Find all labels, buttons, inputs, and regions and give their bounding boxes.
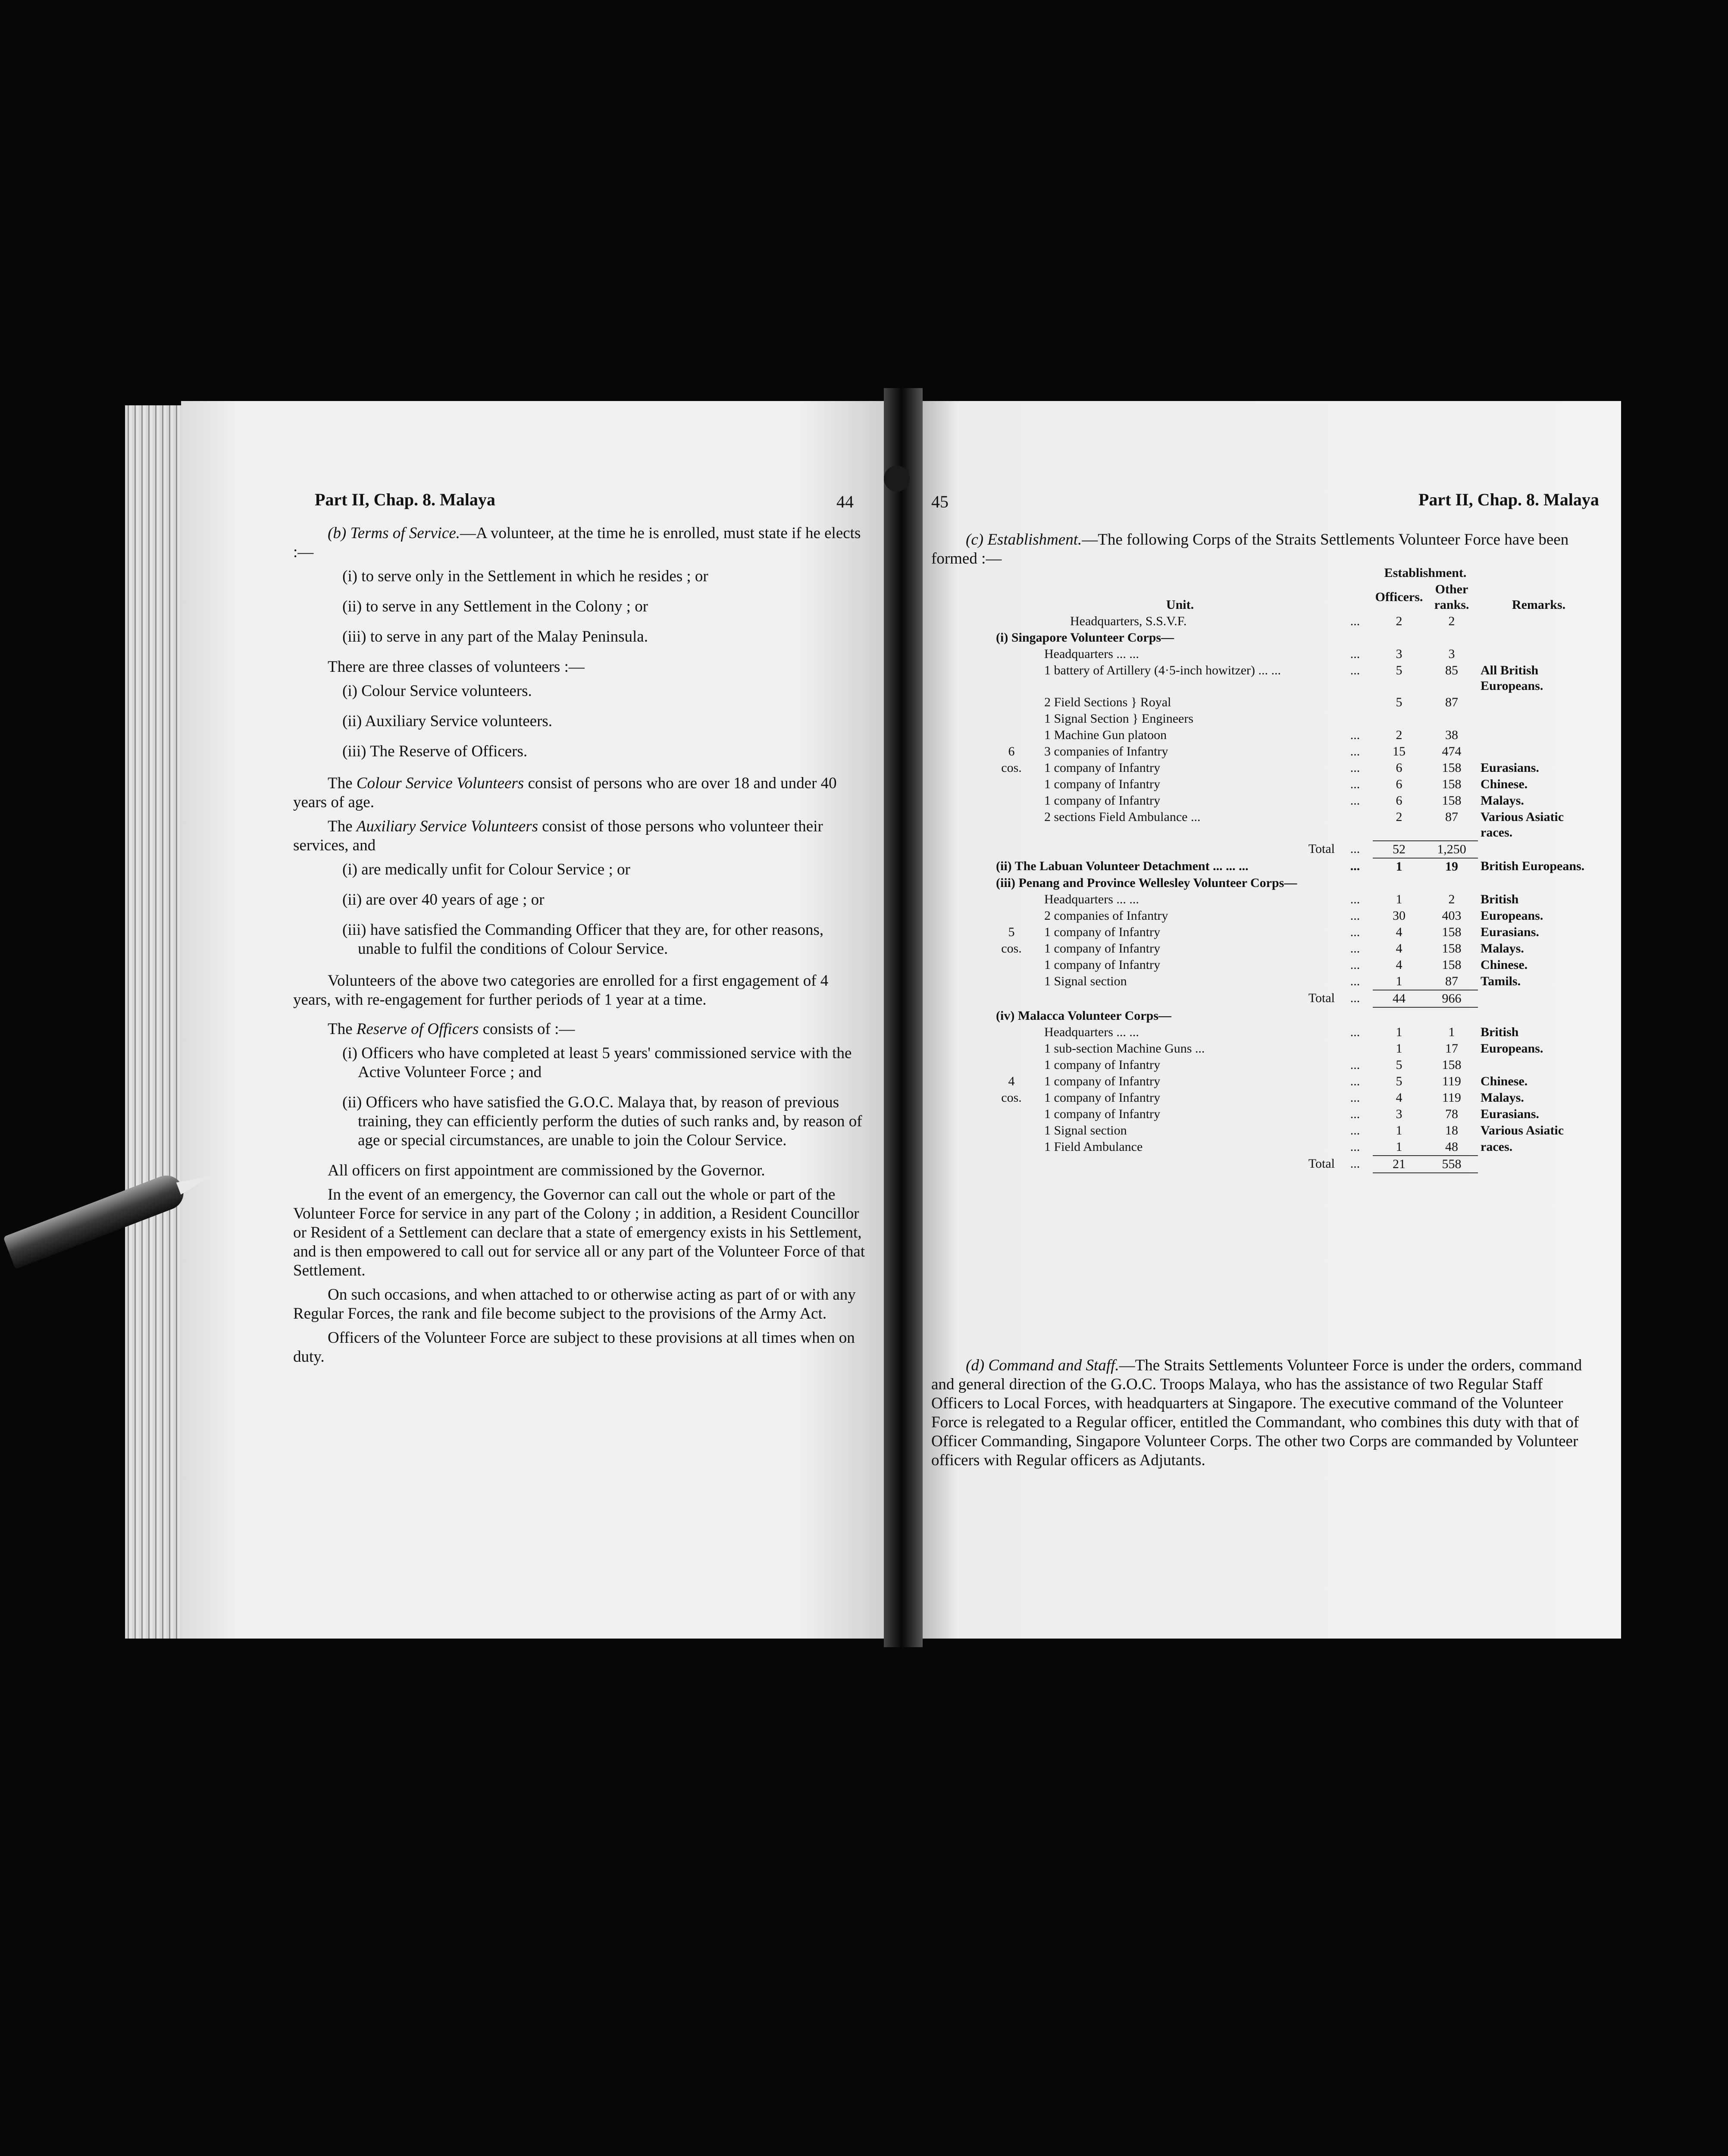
remark-cell: Malays.: [1481, 1091, 1524, 1105]
officers-cell: 2: [1396, 810, 1402, 824]
other-ranks-cell: 158: [1442, 958, 1462, 972]
establishment-table: [987, 565, 1600, 1173]
class-item: (ii) Auxiliary Service volunteers.: [342, 712, 553, 730]
class-item: (iii) The Reserve of Officers.: [342, 743, 528, 760]
group-cell: [987, 1156, 1036, 1173]
other-ranks-cell: 18: [1445, 1123, 1458, 1138]
table-row: [987, 908, 1600, 924]
unit-cell: 1 Signal section: [1044, 1123, 1127, 1138]
table-row: [987, 809, 1600, 841]
remark-cell: [1478, 1057, 1600, 1073]
dots-cell: [1337, 711, 1373, 727]
group-cell: [987, 646, 1036, 662]
total-row: [987, 841, 1600, 858]
reserve-item: (ii) Officers who have satisfied the G.O.C. Malaya that, by reason of previous training, they can efficiently perform the duties of such ranks and, by reason of age or special circumstances, are unable to join the Colour Service.: [342, 1094, 862, 1149]
remark-cell: [1478, 990, 1600, 1007]
text-fragment: The: [328, 818, 357, 835]
officers-cell: 5: [1396, 663, 1402, 677]
reserve-text: consists of :—: [479, 1020, 575, 1038]
dots-cell: ...: [1350, 1091, 1360, 1105]
other-ranks-cell: 158: [1442, 761, 1462, 775]
other-ranks-cell: [1425, 711, 1478, 727]
left-page: [181, 401, 884, 1639]
remark-cell: [1478, 841, 1600, 858]
group-cell: [987, 891, 1036, 908]
table-row: [987, 1106, 1600, 1122]
unit-cell: 1 Machine Gun platoon: [1044, 728, 1167, 742]
dots-cell: ...: [1350, 925, 1360, 939]
unit-cell: 1 company of Infantry: [1044, 925, 1161, 939]
dots-cell: ...: [1350, 728, 1360, 742]
other-ranks-cell: 158: [1442, 777, 1462, 791]
table-row: [987, 891, 1600, 908]
officers-cell: 5: [1396, 1058, 1402, 1072]
group-cell: 4: [1008, 1074, 1015, 1088]
dots-cell: ...: [1350, 793, 1360, 808]
other-ranks-cell: 1: [1448, 1025, 1455, 1039]
table-row: [987, 662, 1600, 694]
condition-item: (i) are medically unfit for Colour Service ; or: [342, 861, 630, 878]
table-row: [987, 760, 1600, 776]
total-officers: 44: [1373, 990, 1425, 1007]
unit-cell: 2 Field Sections } Royal: [1044, 695, 1171, 709]
officers-cell: 1: [1396, 859, 1402, 874]
table-row: [987, 613, 1600, 630]
remark-cell: Malays.: [1481, 941, 1524, 956]
officers-cell: 4: [1396, 958, 1402, 972]
other-ranks-cell: 17: [1445, 1041, 1458, 1056]
auxiliary-text: consist of those persons who volunteer their services, and: [293, 818, 823, 854]
unit-cell: 1 Signal section: [1044, 974, 1127, 988]
other-ranks-cell: 87: [1445, 810, 1458, 824]
terms-of-service-section: [293, 524, 867, 1372]
group-cell: [987, 1106, 1036, 1122]
table-row: [987, 1024, 1600, 1040]
group-cell: [987, 1057, 1036, 1073]
table-row: [987, 1057, 1600, 1073]
officers-cell: 3: [1396, 647, 1402, 661]
officers-cell: [1373, 711, 1425, 727]
remark-cell: Europeans.: [1481, 1041, 1543, 1056]
establishment-text: —The following Corps of the Straits Settlements Volunteer Force have been formed :—: [931, 531, 1569, 567]
unit-cell: 1 company of Infantry: [1044, 1058, 1161, 1072]
other-ranks-cell: 2: [1448, 892, 1455, 906]
other-ranks-cell: 119: [1442, 1091, 1461, 1105]
terms-heading: (b) Terms of Service.: [328, 524, 460, 542]
class-item: (i) Colour Service volunteers.: [342, 682, 532, 700]
unit-cell: 2 sections Field Ambulance ...: [1044, 810, 1201, 824]
officers-cell: 30: [1393, 909, 1406, 923]
officers-cell: 3: [1396, 1107, 1402, 1121]
table-row: [987, 711, 1600, 727]
group-cell: 5: [1008, 925, 1015, 939]
option-item: (i) to serve only in the Settlement in which he resides ; or: [342, 567, 708, 585]
command-text: —The Straits Settlements Volunteer Force is under the orders, command and general direction of the G.O.C. Troops Malaya, who has the assistance of two Regular Staff Officers to Local Forces, with headquarters at Singapore. The executive command of the Volunteer Force is relegated to a Regular officer, entitled the Commandant, who combines this duty with that of Officer Commanding, Singapore Volunteer Corps. The other two Corps are commanded by Volunteer officers with Regular officers as Adjutants.: [931, 1357, 1582, 1469]
option-item: (ii) to serve in any Settlement in the Colony ; or: [342, 598, 648, 615]
book-gutter: [884, 388, 923, 1647]
dots-cell: ...: [1350, 1156, 1360, 1171]
section-title: (iv) Malacca Volunteer Corps—: [996, 1009, 1171, 1023]
dots-cell: ...: [1350, 647, 1360, 661]
officers-cell: 6: [1396, 777, 1402, 791]
dots-cell: ...: [1350, 777, 1360, 791]
unit-cell: 1 company of Infantry: [1044, 958, 1161, 972]
officers-cell: 5: [1396, 1074, 1402, 1088]
remark-cell: Tamils.: [1481, 974, 1521, 988]
unit-cell: 1 company of Infantry: [1044, 941, 1161, 956]
dots-cell: ...: [1350, 1074, 1360, 1088]
group-cell: [987, 990, 1036, 1007]
total-row: [987, 990, 1600, 1007]
group-cell: [987, 1139, 1036, 1156]
unit-cell: 1 company of Infantry: [1044, 1107, 1161, 1121]
left-page-number: 44: [836, 492, 854, 511]
group-cell: [987, 662, 1036, 694]
group-cell: cos.: [1001, 761, 1022, 775]
table-row: [987, 1122, 1600, 1139]
col-establishment: Establishment.: [1384, 566, 1467, 580]
colour-service-term: Colour Service Volunteers: [356, 774, 524, 792]
officers-cell: 2: [1396, 614, 1402, 628]
section-title: (ii) The Labuan Volunteer Detachment ... ... ...: [996, 859, 1249, 873]
other-ranks-cell: 119: [1442, 1074, 1461, 1088]
officers-cell: 6: [1396, 761, 1402, 775]
officers-cell: 4: [1396, 941, 1402, 956]
reserve-item: (i) Officers who have completed at least 5 years' commissioned service with the Active Volunteer Force ; and: [342, 1044, 852, 1081]
remark-cell: Various Asiatic races.: [1481, 810, 1564, 840]
remark-cell: Chinese.: [1481, 1074, 1528, 1088]
dots-cell: ...: [1350, 859, 1360, 873]
group-cell: [987, 694, 1036, 711]
officers-cell: 5: [1396, 695, 1402, 709]
unit-cell: 1 Signal Section } Engineers: [1044, 711, 1194, 726]
auxiliary-term: Auxiliary Service Volunteers: [356, 818, 538, 835]
other-ranks-cell: 19: [1445, 859, 1458, 874]
remark-cell: Europeans.: [1481, 909, 1543, 923]
other-ranks-cell: 78: [1445, 1107, 1458, 1121]
group-cell: cos.: [1001, 1091, 1022, 1105]
dots-cell: [1337, 694, 1373, 711]
table-row: [987, 1073, 1600, 1090]
table-row: [987, 1139, 1600, 1156]
classes-intro: There are three classes of volunteers :—: [328, 658, 585, 676]
table-row: [987, 727, 1600, 743]
dots-cell: ...: [1350, 991, 1360, 1005]
other-ranks-cell: 85: [1445, 663, 1458, 677]
dots-cell: ...: [1350, 941, 1360, 956]
remark-cell: Chinese.: [1481, 958, 1528, 972]
col-unit: Unit.: [1166, 598, 1194, 612]
group-cell: [987, 1122, 1036, 1139]
terms-lead: —A volunteer, at the time he is enrolled, must state if he elects :—: [293, 524, 861, 561]
total-label: Total: [1308, 991, 1335, 1005]
dots-cell: ...: [1350, 1058, 1360, 1072]
condition-item: (iii) have satisfied the Commanding Officer that they are, for other reasons, unable to fulfil the conditions of Colour Service.: [342, 921, 824, 958]
unit-cell: Headquarters ... ...: [1044, 647, 1139, 661]
dots-cell: ...: [1350, 958, 1360, 972]
remark-cell: Various Asiatic: [1481, 1123, 1564, 1138]
other-ranks-cell: 48: [1445, 1140, 1458, 1154]
table-row: [987, 1090, 1600, 1106]
unit-cell: Headquarters ... ...: [1044, 892, 1139, 906]
section-title: (iii) Penang and Province Wellesley Volunteer Corps—: [996, 876, 1297, 890]
unit-cell: 3 companies of Infantry: [1044, 744, 1168, 758]
table-row: [987, 858, 1600, 875]
remark-cell: races.: [1481, 1140, 1513, 1154]
officers-cell: 1: [1396, 1041, 1402, 1056]
dots-cell: ...: [1350, 663, 1360, 677]
remark-cell: [1478, 1156, 1600, 1173]
officers-cell: 6: [1396, 793, 1402, 808]
table-row: [987, 940, 1600, 957]
remark-cell: [1478, 743, 1600, 760]
total-label: Total: [1308, 1156, 1335, 1171]
other-ranks-cell: 87: [1445, 695, 1458, 709]
reserve-term: Reserve of Officers: [356, 1020, 479, 1038]
dots-cell: ...: [1350, 909, 1360, 923]
remark-cell: British Europeans.: [1481, 859, 1585, 873]
remark-cell: British: [1481, 892, 1519, 906]
officers-cell: 15: [1393, 744, 1406, 758]
officers-cell: 1: [1396, 974, 1402, 988]
officers-cell: 1: [1396, 1025, 1402, 1039]
right-page-header: Part II, Chap. 8. Malaya: [1418, 490, 1599, 509]
dots-cell: ...: [1350, 892, 1360, 906]
option-item: (iii) to serve in any part of the Malay Peninsula.: [342, 628, 648, 646]
table-row: [987, 646, 1600, 662]
remark-cell: [1478, 694, 1600, 711]
command-heading: (d) Command and Staff.: [966, 1357, 1119, 1374]
dots-cell: [1337, 1040, 1373, 1057]
group-cell: 6: [1008, 744, 1015, 758]
remark-cell: Eurasians.: [1481, 1107, 1539, 1121]
group-cell: [987, 711, 1036, 727]
total-officers: 52: [1373, 841, 1425, 858]
other-ranks-cell: 38: [1445, 728, 1458, 742]
pen-tip: [176, 1170, 213, 1195]
group-cell: cos.: [1001, 941, 1022, 956]
engagement-paragraph: Volunteers of the above two categories are enrolled for a first engagement of 4 years, with re-engagement for further periods of 1 year at a time.: [293, 972, 829, 1009]
dots-cell: [1337, 809, 1373, 841]
table-row: [987, 743, 1600, 760]
col-remarks: Remarks.: [1512, 598, 1566, 612]
unit-cell: 1 company of Infantry: [1044, 793, 1161, 808]
occasions-paragraph: On such occasions, and when attached to or otherwise acting as part of or with any Regular Forces, the rank and file become subject to the provisions of the Army Act.: [293, 1286, 856, 1322]
dots-cell: ...: [1350, 1107, 1360, 1121]
left-page-header: Part II, Chap. 8. Malaya: [315, 490, 495, 509]
right-page: [923, 401, 1621, 1639]
officers-cell: 2: [1396, 728, 1402, 742]
other-ranks-cell: 474: [1442, 744, 1462, 758]
table-row: [987, 957, 1600, 973]
commission-paragraph: All officers on first appointment are commissioned by the Governor.: [328, 1162, 765, 1179]
officers-cell: 1: [1396, 892, 1402, 906]
total-row: [987, 1156, 1600, 1173]
emergency-paragraph: In the event of an emergency, the Governor can call out the whole or part of the Volunteer Force for service in any part of the Colony ; in addition, a Resident Councillor or Resident of a Settlement can declare that a state of emergency exists in his Settlement, and is then empowered to call out for service all or any part of the Volunteer Force of that Settlement.: [293, 1186, 865, 1279]
unit-cell: 1 company of Infantry: [1044, 761, 1161, 775]
group-cell: [987, 973, 1036, 990]
other-ranks-cell: 158: [1442, 925, 1462, 939]
group-cell: [987, 908, 1036, 924]
command-staff-section: [931, 1356, 1591, 1475]
dots-cell: ...: [1350, 842, 1360, 856]
remark-cell: [1478, 646, 1600, 662]
group-cell: [987, 1024, 1036, 1040]
table-row: [987, 776, 1600, 793]
section-title-row: [987, 1007, 1600, 1024]
other-ranks-cell: 3: [1448, 647, 1455, 661]
dots-cell: ...: [1350, 761, 1360, 775]
establishment-body: [987, 613, 1600, 1173]
unit-cell: 1 sub-section Machine Guns ...: [1044, 1041, 1205, 1056]
group-cell: [987, 957, 1036, 973]
total-other-ranks: 558: [1425, 1156, 1478, 1173]
col-officers: Officers.: [1375, 590, 1423, 604]
remark-cell: Eurasians.: [1481, 925, 1539, 939]
dots-cell: ...: [1350, 974, 1360, 988]
unit-cell: Headquarters ... ...: [1044, 1025, 1139, 1039]
other-ranks-cell: 158: [1442, 1058, 1462, 1072]
table-row: [987, 694, 1600, 711]
table-row: [987, 1040, 1600, 1057]
section-title: (i) Singapore Volunteer Corps—: [996, 630, 1174, 645]
group-cell: [987, 1040, 1036, 1057]
unit-cell: 1 Field Ambulance: [1044, 1140, 1143, 1154]
remark-cell: [1478, 711, 1600, 727]
section-title-row: [987, 875, 1600, 891]
officers-cell: 4: [1396, 1091, 1402, 1105]
dots-cell: ...: [1350, 744, 1360, 758]
unit-cell: 1 company of Infantry: [1044, 1074, 1161, 1088]
total-label: Total: [1308, 842, 1335, 856]
table-row: [987, 973, 1600, 990]
table-row: [987, 924, 1600, 940]
remark-cell: Chinese.: [1481, 777, 1528, 791]
group-cell: [987, 793, 1036, 809]
officers-paragraph: Officers of the Volunteer Force are subject to these provisions at all times when on duty.: [293, 1329, 855, 1366]
other-ranks-cell: 403: [1442, 909, 1462, 923]
remark-cell: Malays.: [1481, 793, 1524, 808]
group-cell: [987, 776, 1036, 793]
text-fragment: The: [328, 774, 357, 792]
total-officers: 21: [1373, 1156, 1425, 1173]
total-other-ranks: 1,250: [1425, 841, 1478, 858]
unit-cell: 1 company of Infantry: [1044, 1091, 1161, 1105]
right-page-number: 45: [931, 492, 949, 511]
remark-cell: Eurasians.: [1481, 761, 1539, 775]
group-cell: [987, 809, 1036, 841]
group-cell: [987, 727, 1036, 743]
officers-cell: 1: [1396, 1123, 1402, 1138]
group-cell: [987, 841, 1036, 858]
other-ranks-cell: 158: [1442, 793, 1462, 808]
remark-cell: All British Europeans.: [1481, 663, 1543, 693]
dots-cell: ...: [1350, 1123, 1360, 1138]
other-ranks-cell: 87: [1445, 974, 1458, 988]
total-other-ranks: 966: [1425, 990, 1478, 1007]
dots-cell: ...: [1350, 1025, 1360, 1039]
table-row: [987, 793, 1600, 809]
unit-cell: 2 companies of Infantry: [1044, 909, 1168, 923]
colour-service-text: consist of persons who are over 18 and under 40 years of age.: [293, 774, 837, 811]
remark-cell: British: [1481, 1025, 1519, 1039]
dots-cell: ...: [1350, 1140, 1360, 1154]
officers-cell: 4: [1396, 925, 1402, 939]
unit-cell: 1 company of Infantry: [1044, 777, 1161, 791]
unit-cell: Headquarters, S.S.V.F.: [1070, 614, 1187, 628]
dots-cell: ...: [1350, 614, 1360, 628]
text-fragment: The: [328, 1020, 357, 1038]
other-ranks-cell: 2: [1448, 614, 1455, 628]
remark-cell: [1478, 727, 1600, 743]
condition-item: (ii) are over 40 years of age ; or: [342, 891, 545, 909]
binding-hole: [884, 466, 910, 492]
col-other-ranks: Other ranks.: [1434, 582, 1469, 612]
officers-cell: 1: [1396, 1140, 1402, 1154]
establishment-heading: (c) Establishment.: [966, 531, 1082, 548]
other-ranks-cell: 158: [1442, 941, 1462, 956]
unit-cell: 1 battery of Artillery (4·5-inch howitzer) ... ...: [1044, 663, 1281, 677]
section-title-row: [987, 630, 1600, 646]
